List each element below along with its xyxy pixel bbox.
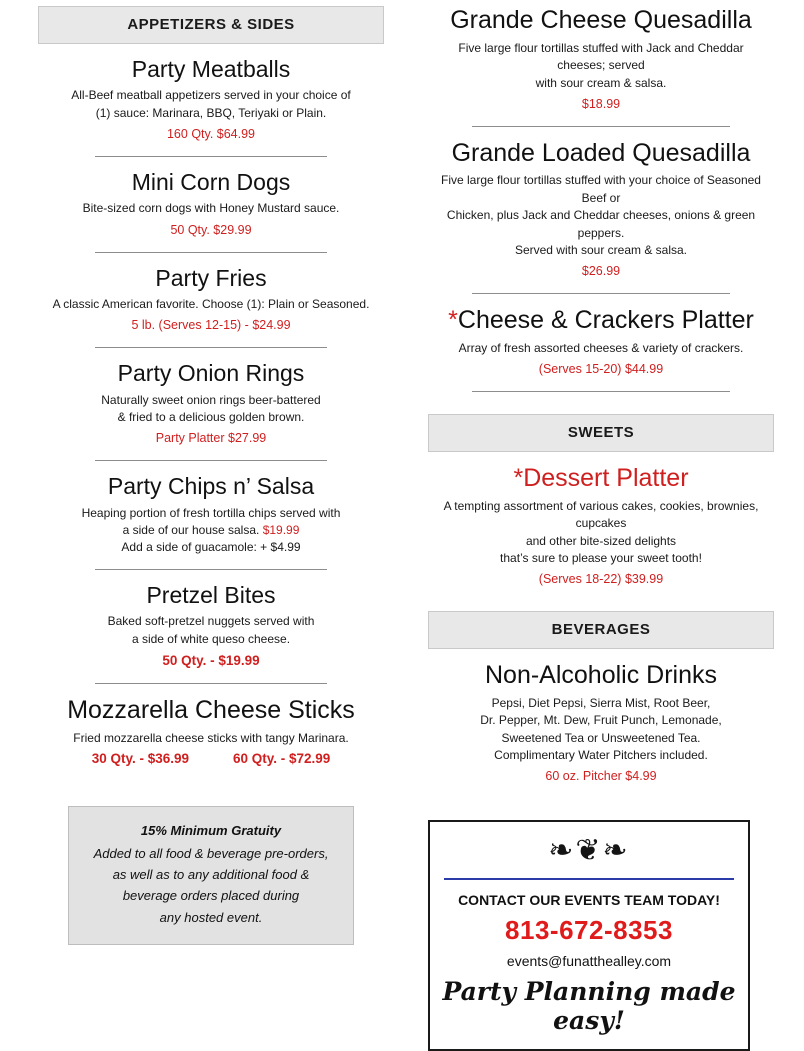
menu-item-party-fries <box>38 265 384 336</box>
gratuity-line: any hosted event. <box>159 909 263 925</box>
section-header-beverages: BEVERAGES <box>428 611 774 649</box>
item-description-line: A tempting assortment of various cakes, cookies, brownies, cupcakes <box>443 498 759 531</box>
item-description-line: and other bite-sized delights <box>525 533 677 548</box>
item-description-line: & fried to a delicious golden brown. <box>117 409 305 424</box>
divider <box>95 347 327 348</box>
item-description-line: Naturally sweet onion rings beer-battered <box>101 392 321 407</box>
item-price: $26.99 <box>581 264 621 279</box>
gratuity-line: beverage orders placed during <box>122 888 300 904</box>
divider <box>95 460 327 461</box>
item-price: 5 lb. (Serves 12-15) - $24.99 <box>131 318 291 333</box>
asterisk-icon: * <box>448 306 458 335</box>
item-description <box>38 613 384 648</box>
section-header-sweets: SWEETS <box>428 414 774 452</box>
item-title <box>428 306 774 335</box>
left-column <box>38 6 384 1024</box>
item-title: Mozzarella Cheese Sticks <box>67 696 355 725</box>
item-note-line: Complimentary Water Pitchers included. <box>494 748 708 762</box>
item-price: (Serves 18-22) $39.99 <box>538 572 664 587</box>
item-description-line: with sour cream & salsa. <box>535 75 667 90</box>
item-addon-line: Add a side of guacamole: + $4.99 <box>121 540 301 555</box>
divider <box>472 126 730 127</box>
item-price-small-qty: 30 Qty. - $36.99 <box>91 751 189 767</box>
item-description-line: Heaping portion of fresh tortilla chips served with <box>81 505 341 520</box>
item-price: $19.99 <box>262 522 300 537</box>
item-description: Array of fresh assorted cheeses & variety of crackers. <box>458 340 744 355</box>
section-header-appetizers: APPETIZERS & SIDES <box>38 6 384 44</box>
flourish-ornament-icon: ❧❦❧ <box>548 834 630 868</box>
item-price: 50 Qty. - $19.99 <box>162 652 260 668</box>
item-price: 60 oz. Pitcher $4.99 <box>545 769 657 784</box>
item-title: Party Fries <box>155 264 267 291</box>
menu-item-pretzel-bites <box>38 582 384 671</box>
item-description <box>38 392 384 427</box>
gratuity-title: 15% Minimum Gratuity <box>140 823 282 839</box>
item-title: Party Meatballs <box>131 56 291 82</box>
asterisk-icon: * <box>513 464 524 493</box>
item-title: Party Onion Rings <box>117 360 305 387</box>
divider <box>472 293 730 294</box>
menu-item-grande-cheese-quesadilla <box>428 6 774 114</box>
item-price: $18.99 <box>581 96 621 111</box>
gratuity-line: Added to all food & beverage pre-orders, <box>93 846 329 862</box>
item-description-line: a side of our house salsa. <box>122 522 260 537</box>
item-description <box>38 87 384 122</box>
menu-item-party-meatballs <box>38 56 384 144</box>
item-description-line: Five large flour tortillas stuffed with your choice of Seasoned Beef or <box>441 173 761 205</box>
item-description-line: Baked soft-pretzel nuggets served with <box>107 614 315 629</box>
divider <box>95 252 327 253</box>
item-title: Party Chips n’ Salsa <box>107 473 315 500</box>
right-column <box>428 6 774 1036</box>
item-description-line: (1) sauce: Marinara, BBQ, Teriyaki or Plain. <box>95 105 327 120</box>
menu-item-mozzarella-cheese-sticks <box>38 696 384 766</box>
menu-item-dessert-platter <box>428 464 774 589</box>
divider <box>95 156 327 157</box>
item-price: 50 Qty. $29.99 <box>170 222 252 237</box>
item-description-line: Dr. Pepper, Mt. Dew, Fruit Punch, Lemonade, <box>480 713 722 728</box>
item-title: Non-Alcoholic Drinks <box>484 661 718 690</box>
contact-email[interactable]: events@funatthealley.com <box>506 953 672 970</box>
divider <box>472 391 730 392</box>
item-title: Grande Loaded Quesadilla <box>451 138 751 167</box>
item-description-line: that’s sure to please your sweet tooth! <box>500 550 702 565</box>
item-description: Fried mozzarella cheese sticks with tangy Marinara. <box>73 730 349 745</box>
item-description: Bite-sized corn dogs with Honey Mustard sauce. <box>82 201 340 216</box>
menu-item-mini-corn-dogs <box>38 169 384 240</box>
item-description-line: All-Beef meatball appetizers served in your choice of <box>71 88 351 103</box>
contact-box <box>428 820 750 1051</box>
item-description-line: Five large flour tortillas stuffed with Jack and Cheddar cheeses; served <box>458 40 744 73</box>
item-description: A classic American favorite. Choose (1): Plain or Seasoned. <box>52 296 370 311</box>
item-price-row <box>38 751 384 766</box>
item-description <box>428 498 774 568</box>
item-title <box>428 464 774 493</box>
item-price-large-qty: 60 Qty. - $72.99 <box>233 751 331 767</box>
item-title: Mini Corn Dogs <box>131 168 291 195</box>
item-description <box>428 40 774 92</box>
item-title: Grande Cheese Quesadilla <box>450 6 752 34</box>
item-title-text: Cheese & Crackers Platter <box>457 306 754 335</box>
item-description <box>428 695 774 765</box>
item-description-line: Sweetened Tea or Unsweetened Tea. <box>501 730 701 745</box>
item-description-line: Served with sour cream & salsa. <box>514 242 688 257</box>
divider <box>95 569 327 570</box>
menu-item-party-chips-salsa <box>38 473 384 557</box>
item-price: 160 Qty. $64.99 <box>166 127 256 142</box>
contact-divider <box>444 878 734 880</box>
item-description-line: Pepsi, Diet Pepsi, Sierra Mist, Root Beer, <box>491 695 711 710</box>
item-title: Pretzel Bites <box>146 581 276 608</box>
item-title-text: Dessert Platter <box>523 464 689 493</box>
divider <box>95 683 327 684</box>
menu-item-cheese-crackers-platter <box>428 306 774 379</box>
gratuity-line: as well as to any additional food & <box>112 867 310 883</box>
menu-item-party-onion-rings <box>38 360 384 448</box>
item-description-line: Chicken, plus Jack and Cheddar cheeses, onions & green peppers. <box>446 208 756 240</box>
item-description <box>428 172 774 259</box>
gratuity-notice <box>68 806 354 944</box>
item-price: (Serves 15-20) $44.99 <box>538 362 664 377</box>
menu-item-non-alcoholic-drinks <box>428 661 774 786</box>
item-price: Party Platter $27.99 <box>155 431 267 446</box>
menu-item-grande-loaded-quesadilla <box>428 139 774 281</box>
contact-heading: CONTACT OUR EVENTS TEAM TODAY! <box>458 892 720 909</box>
contact-phone[interactable]: 813-672-8353 <box>505 915 673 946</box>
contact-tagline: Party Planning made easy! <box>442 977 736 1036</box>
item-description <box>38 505 384 557</box>
item-description-line-with-price <box>44 522 378 539</box>
item-description-line: a side of white queso cheese. <box>131 631 291 646</box>
